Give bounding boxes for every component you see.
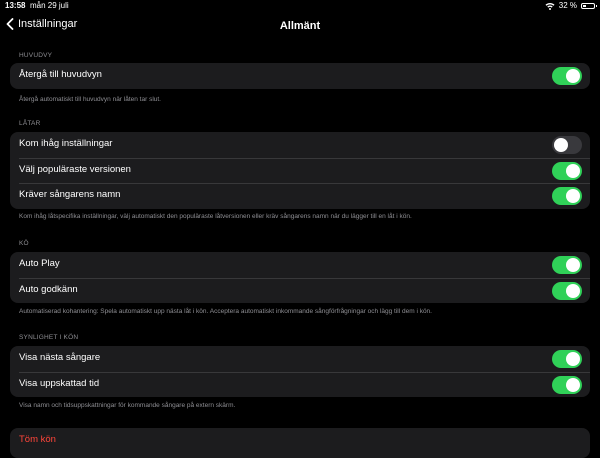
toggle-knob [566, 258, 580, 272]
setting-label: Välj populäraste versionen [19, 163, 131, 175]
clear-queue-row[interactable] [10, 428, 590, 454]
setting-row-return-to-main [10, 63, 590, 89]
setting-row-most-popular-version [10, 158, 590, 184]
group-synlighet [10, 346, 590, 397]
setting-label: Återgå till huvudvyn [19, 69, 102, 80]
toggle-knob [566, 352, 580, 366]
section-footer-huvudvy: Återgå automatiskt till huvudvyn när låten tar slut. [19, 96, 161, 103]
wifi-icon [545, 2, 555, 10]
setting-label: Visa nästa sångare [19, 352, 101, 363]
setting-row-show-next-singer [10, 346, 590, 372]
setting-row-require-singer-name [10, 183, 590, 209]
toggle-knob [554, 138, 568, 152]
group-latar [10, 132, 590, 209]
status-time: 13:58 [5, 1, 26, 10]
clear-queue-button[interactable]: Töm kön [19, 434, 56, 445]
toggle-switch[interactable] [552, 282, 582, 300]
setting-label: Kräver sångarens namn [19, 189, 121, 200]
toggle-knob [566, 378, 580, 392]
setting-row-remember-settings [10, 132, 590, 158]
section-footer-synlighet: Visa namn och tidsuppskattningar för kommande sångare på extern skärm. [19, 402, 236, 409]
toggle-switch[interactable] [552, 162, 582, 180]
toggle-knob [566, 164, 580, 178]
section-header-ko: KÖ [19, 240, 29, 247]
toggle-knob [566, 69, 580, 83]
setting-label: Auto Play [19, 258, 60, 269]
toggle-knob [566, 189, 580, 203]
toggle-switch[interactable] [552, 187, 582, 205]
battery-percent: 32 % [558, 1, 577, 10]
navigation-bar [0, 12, 600, 40]
setting-label: Auto godkänn [19, 283, 78, 295]
status-date: mån 29 juli [30, 1, 69, 10]
battery-level-fill [583, 5, 586, 7]
setting-label: Kom ihåg inställningar [19, 138, 113, 149]
status-right [545, 1, 595, 10]
setting-row-auto-approve [10, 278, 590, 304]
toggle-switch[interactable] [552, 136, 582, 154]
back-button-label: Inställningar [18, 18, 78, 30]
section-footer-ko: Automatiserad kohantering: Spela automatiskt upp nästa låt i kön. Acceptera automatiskt inkommande sångförfrågningar och lägg till dem i kön. [19, 308, 432, 315]
toggle-knob [566, 284, 580, 298]
section-footer-latar: Kom ihåg låtspecifika inställningar, välj automatiskt den populäraste låtversionen eller kräv sångarens namn när du lägger till en låt i kön. [19, 213, 412, 220]
status-bar [0, 0, 600, 12]
group-ko [10, 252, 590, 303]
page-title: Allmänt [279, 20, 321, 32]
toggle-switch[interactable] [552, 256, 582, 274]
toggle-switch[interactable] [552, 67, 582, 85]
group-huvudvy [10, 63, 590, 89]
section-header-huvudvy: HUVUDVY [19, 52, 53, 59]
setting-row-auto-play [10, 252, 590, 278]
toggle-switch[interactable] [552, 350, 582, 368]
setting-row-show-estimated-time [10, 372, 590, 398]
toggle-switch[interactable] [552, 376, 582, 394]
section-header-latar: LÅTAR [19, 120, 41, 127]
setting-label: Visa uppskattad tid [19, 377, 100, 389]
section-header-synlighet: SYNLIGHET I KÖN [19, 334, 79, 341]
battery-icon [581, 3, 595, 9]
group-clear-queue [10, 428, 590, 458]
